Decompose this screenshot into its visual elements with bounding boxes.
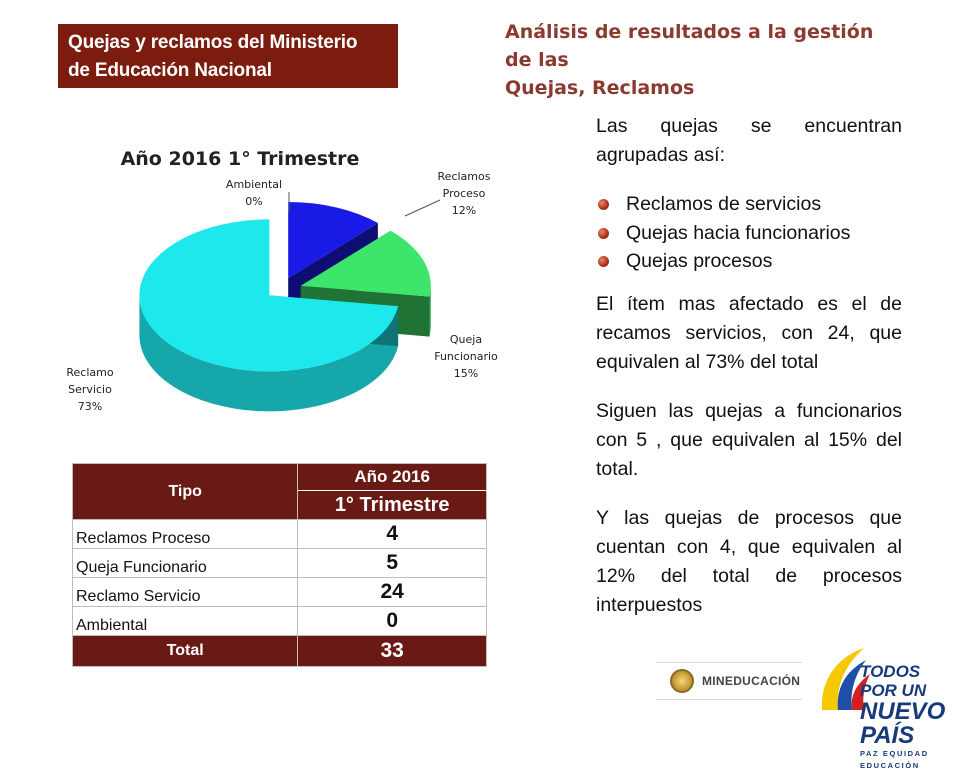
- table-header-period: 1° Trimestre: [298, 491, 487, 520]
- bullet-text: Quejas hacia funcionarios: [626, 221, 851, 244]
- analysis-title-line1: Análisis de resultados a la gestión de las: [505, 21, 874, 71]
- list-item: [596, 247, 902, 276]
- table-cell-value: 4: [298, 520, 487, 549]
- pie-slice-label-line: Queja: [449, 333, 483, 346]
- table-row: [73, 549, 487, 578]
- table-total-value: 33: [298, 636, 487, 667]
- coat-of-arms-icon: [670, 669, 694, 693]
- table-cell-tipo: Reclamo Servicio: [73, 578, 298, 607]
- table-row: [73, 520, 487, 549]
- table-header-year: Año 2016: [298, 464, 487, 491]
- pie-slice-label-1: [434, 333, 498, 380]
- slogan-line2: NUEVO PAÍS: [860, 698, 946, 749]
- analysis-paragraph-3: Y las quejas de procesos que cuentan con 4, que equivalen al 12% del total de procesos interpuestos: [596, 506, 902, 616]
- list-item: [596, 190, 902, 219]
- chart-title: Año 2016 1° Trimestre: [120, 148, 360, 170]
- table-total-label: Total: [73, 636, 298, 667]
- pie-slice-label-3: [226, 178, 282, 208]
- list-item: [596, 219, 902, 248]
- bullet-text: Quejas procesos: [626, 250, 773, 272]
- pie-chart-svg: [60, 140, 520, 440]
- slogan: [860, 662, 960, 772]
- mineducacion-logo-text: MINEDUCACIÓN: [702, 674, 801, 688]
- table-cell-tipo: Queja Funcionario: [73, 549, 298, 578]
- analysis-paragraph-1: El ítem mas afectado es el de recamos servicios, con 24, que equivalen al 73% del total: [596, 292, 902, 373]
- bullet-text: Reclamos de servicios: [626, 193, 822, 215]
- analysis-title-line2: Quejas, Reclamos: [505, 77, 695, 99]
- table-cell-tipo: Reclamos Proceso: [73, 520, 298, 549]
- slide-title-line2: de Educación Nacional: [68, 60, 272, 81]
- pie-slice-label-line: 12%: [451, 204, 477, 217]
- table-total-row: [73, 636, 487, 667]
- bullet-dot-icon: [598, 256, 609, 267]
- slogan-line3: PAZ EQUIDAD EDUCACIÓN: [860, 749, 929, 770]
- table-cell-value: 24: [298, 578, 487, 607]
- pie-slice-label-line: Reclamo: [66, 366, 114, 379]
- table-row: [73, 607, 487, 636]
- analysis-paragraph-2: Siguen las quejas a funcionarios con 5 , que equivalen al 15% del total.: [596, 399, 902, 480]
- slide-title-line1: Quejas y reclamos del Ministerio: [68, 32, 358, 53]
- pie-slice-label-line: Funcionario: [434, 350, 498, 363]
- table-cell-tipo: Ambiental: [73, 607, 298, 636]
- analysis-bullet-list: [596, 190, 902, 276]
- bullet-dot-icon: [598, 228, 609, 239]
- pie-slice-label-0: [438, 170, 491, 217]
- table-cell-value: 0: [298, 607, 487, 636]
- mineducacion-logo: [656, 662, 802, 700]
- analysis-intro: Las quejas se encuentran agrupadas así:: [596, 115, 902, 166]
- summary-table: [72, 463, 487, 667]
- analysis-title: [505, 18, 905, 102]
- table-cell-value: 5: [298, 549, 487, 578]
- pie-chart: [60, 140, 520, 440]
- footer-logos: [652, 640, 960, 770]
- pie-slice-label-line: 0%: [245, 195, 263, 208]
- pie-slice-label-line: Ambiental: [225, 178, 283, 191]
- slogan-line1: TODOS POR UN: [860, 662, 927, 700]
- bullet-dot-icon: [598, 199, 609, 210]
- pie-label-leader-0: [405, 200, 440, 216]
- pie-slice-label-line: Proceso: [442, 187, 486, 200]
- analysis-text: [596, 112, 902, 640]
- pie-slice-label-line: Servicio: [68, 383, 112, 396]
- table-row: [73, 578, 487, 607]
- slide-title-box: [58, 24, 398, 88]
- pie-slice-label-line: 73%: [77, 400, 103, 413]
- pie-slice-label-line: 15%: [453, 367, 479, 380]
- pie-slice-label-line: Reclamos: [437, 170, 491, 183]
- table-header-tipo: Tipo: [73, 464, 298, 520]
- pie-slice-label-2: [66, 366, 113, 413]
